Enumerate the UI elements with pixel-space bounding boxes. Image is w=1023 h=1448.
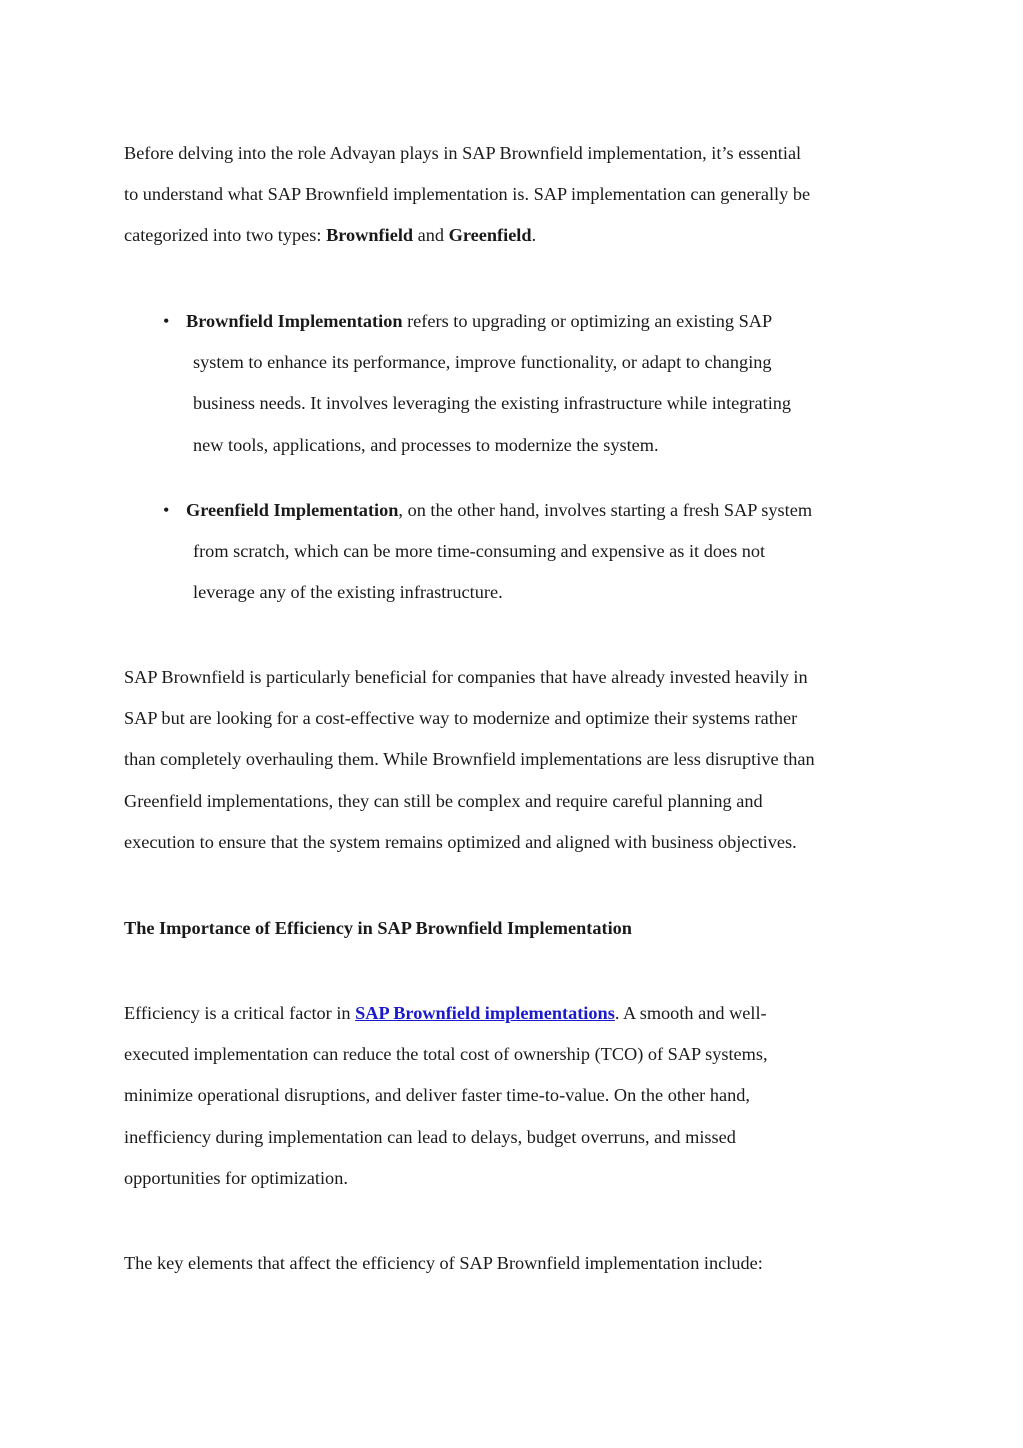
bullet-greenfield-first-rest: , on the other hand, involves starting a fresh SAP system [398,500,813,520]
intro-line-3-mid: and [413,225,449,246]
bullet-brownfield-line-4: new tools, applications, and processes to modernize the system. [193,434,659,455]
bullet-greenfield-line-2: from scratch, which can be more time-consuming and expensive as it does not [193,541,766,562]
para2-line-3: than completely overhauling them. While Brownfield implementations are less disruptive than [124,749,815,770]
para3-line-1 [124,993,914,1034]
bullet-dot-icon: • [163,500,170,520]
bullet-brownfield-line-3: business needs. It involves leveraging the existing infrastructure while integrating [193,393,792,414]
key-elements-paragraph [124,1243,914,1284]
bullet-brownfield-title: Brownfield Implementation [186,311,403,331]
para2-line-5: execution to ensure that the system remains optimized and aligned with business objectives. [124,831,797,852]
para3-line-5: opportunities for optimization. [124,1167,348,1188]
bullet-brownfield-first-rest: refers to upgrading or optimizing an existing SAP [402,311,773,331]
intro-line-1: Before delving into the role Advayan plays in SAP Brownfield implementation, it’s essential [124,143,802,163]
bullet-greenfield-title: Greenfield Implementation [186,500,399,520]
para3-line-2: executed implementation can reduce the total cost of ownership (TCO) of SAP systems, [124,1044,768,1065]
intro-line-3-prefix: categorized into two types: [124,225,327,246]
para2-line-4: Greenfield implementations, they can still be complex and require careful planning and [124,790,763,811]
para3-line-4: inefficiency during implementation can lead to delays, budget overruns, and missed [124,1126,736,1147]
bullet-brownfield-text [186,301,896,466]
brownfield-term: Brownfield [326,225,414,246]
intro-line-2: to understand what SAP Brownfield implementation is. SAP implementation can generally be [124,184,811,205]
efficiency-paragraph [124,993,914,1199]
greenfield-term: Greenfield [448,225,532,246]
intro-paragraph [124,133,914,257]
bullet-brownfield-line-1 [186,301,896,342]
intro-line-3 [124,215,914,256]
para2-line-2: SAP but are looking for a cost-effective way to modernize and optimize their systems rather [124,708,798,729]
para2-line-1: SAP Brownfield is particularly beneficial for companies that have already invested heavily in [124,667,808,687]
bullet-dot-icon: • [163,311,170,331]
bullet-brownfield-line-2: system to enhance its performance, improve functionality, or adapt to changing [193,352,772,373]
brownfield-benefits-paragraph [124,657,914,863]
para3-line-3: minimize operational disruptions, and deliver faster time-to-value. On the other hand, [124,1085,750,1106]
bullet-greenfield-text [186,490,896,614]
sap-brownfield-link[interactable]: SAP Brownfield implementations [355,1003,615,1023]
intro-line-3-suffix: . [531,225,537,246]
bullet-greenfield-line-1 [186,490,896,531]
para3-line-1-prefix: Efficiency is a critical factor in [124,1003,356,1023]
bullet-greenfield-line-3: leverage any of the existing infrastructure. [193,582,503,603]
section-heading: The Importance of Efficiency in SAP Brownfield Implementation [124,918,632,938]
para3-line-1-suffix: . A smooth and well- [614,1003,767,1023]
para4-line-1: The key elements that affect the efficiency of SAP Brownfield implementation include: [124,1253,763,1273]
